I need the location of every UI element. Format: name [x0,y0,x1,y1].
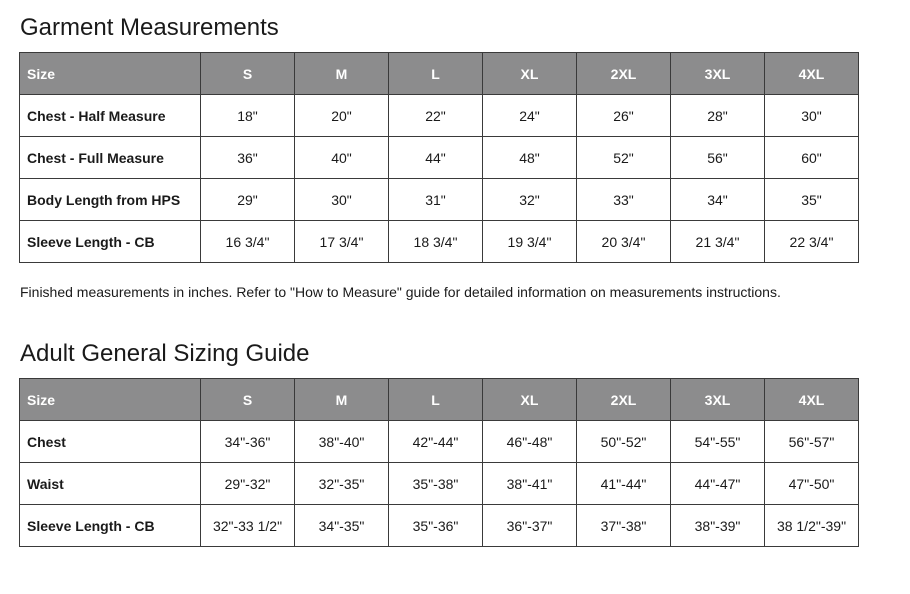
table-cell: 30" [295,179,389,221]
size-column-header: M [295,379,389,421]
table-cell: 17 3/4" [295,221,389,263]
size-header-label: Size [20,379,201,421]
table-cell: 22" [389,95,483,137]
table-cell: 42"-44" [389,421,483,463]
garment-measurements-title: Garment Measurements [20,14,279,41]
table-header-row [20,53,859,95]
size-column-header: L [389,379,483,421]
table-cell: 52" [577,137,671,179]
table-cell: 48" [483,137,577,179]
row-label: Waist [20,463,201,505]
table-cell: 34"-36" [201,421,295,463]
measurement-note: Finished measurements in inches. Refer to "How to Measure" guide for detailed information on measurements instructions. [20,284,781,300]
table-cell: 16 3/4" [201,221,295,263]
table-cell: 38 1/2"-39" [765,505,859,547]
table-cell: 22 3/4" [765,221,859,263]
size-column-header: 3XL [671,379,765,421]
table-header-row [20,379,859,421]
table-cell: 18 3/4" [389,221,483,263]
sizing-guide-title: Adult General Sizing Guide [20,340,310,367]
row-label: Sleeve Length - CB [20,505,201,547]
size-column-header: 2XL [577,53,671,95]
row-label: Chest [20,421,201,463]
table-cell: 32"-33 1/2" [201,505,295,547]
table-cell: 56" [671,137,765,179]
table-cell: 54"-55" [671,421,765,463]
table-cell: 33" [577,179,671,221]
table-cell: 36" [201,137,295,179]
table-cell: 37"-38" [577,505,671,547]
size-column-header: S [201,53,295,95]
table-cell: 46"-48" [483,421,577,463]
table-cell: 38"-39" [671,505,765,547]
table-cell: 19 3/4" [483,221,577,263]
table-cell: 18" [201,95,295,137]
size-column-header: S [201,379,295,421]
table-row [20,221,859,263]
table-row [20,95,859,137]
size-header-label: Size [20,53,201,95]
table-cell: 38"-40" [295,421,389,463]
table-cell: 32" [483,179,577,221]
table-cell: 20 3/4" [577,221,671,263]
table-row [20,505,859,547]
table-cell: 32"-35" [295,463,389,505]
table-cell: 35" [765,179,859,221]
table-row [20,179,859,221]
table-cell: 34" [671,179,765,221]
size-column-header: 2XL [577,379,671,421]
table-cell: 56"-57" [765,421,859,463]
table-cell: 44" [389,137,483,179]
size-column-header: 4XL [765,379,859,421]
sizing-guide-table [19,378,859,547]
table-cell: 30" [765,95,859,137]
table-cell: 50"-52" [577,421,671,463]
table-row [20,463,859,505]
table-cell: 29"-32" [201,463,295,505]
table-cell: 21 3/4" [671,221,765,263]
row-label: Sleeve Length - CB [20,221,201,263]
table-cell: 40" [295,137,389,179]
table-cell: 26" [577,95,671,137]
row-label: Body Length from HPS [20,179,201,221]
table-cell: 34"-35" [295,505,389,547]
table-cell: 35"-36" [389,505,483,547]
table-cell: 60" [765,137,859,179]
table-cell: 44"-47" [671,463,765,505]
garment-measurements-table [19,52,859,263]
size-column-header: L [389,53,483,95]
size-column-header: 3XL [671,53,765,95]
table-cell: 31" [389,179,483,221]
row-label: Chest - Full Measure [20,137,201,179]
table-row [20,137,859,179]
size-column-header: XL [483,53,577,95]
table-cell: 41"-44" [577,463,671,505]
table-cell: 28" [671,95,765,137]
table-cell: 36"-37" [483,505,577,547]
row-label: Chest - Half Measure [20,95,201,137]
table-cell: 29" [201,179,295,221]
table-row [20,421,859,463]
size-column-header: 4XL [765,53,859,95]
table-cell: 20" [295,95,389,137]
size-column-header: XL [483,379,577,421]
table-cell: 35"-38" [389,463,483,505]
size-column-header: M [295,53,389,95]
table-cell: 38"-41" [483,463,577,505]
table-cell: 24" [483,95,577,137]
table-cell: 47"-50" [765,463,859,505]
